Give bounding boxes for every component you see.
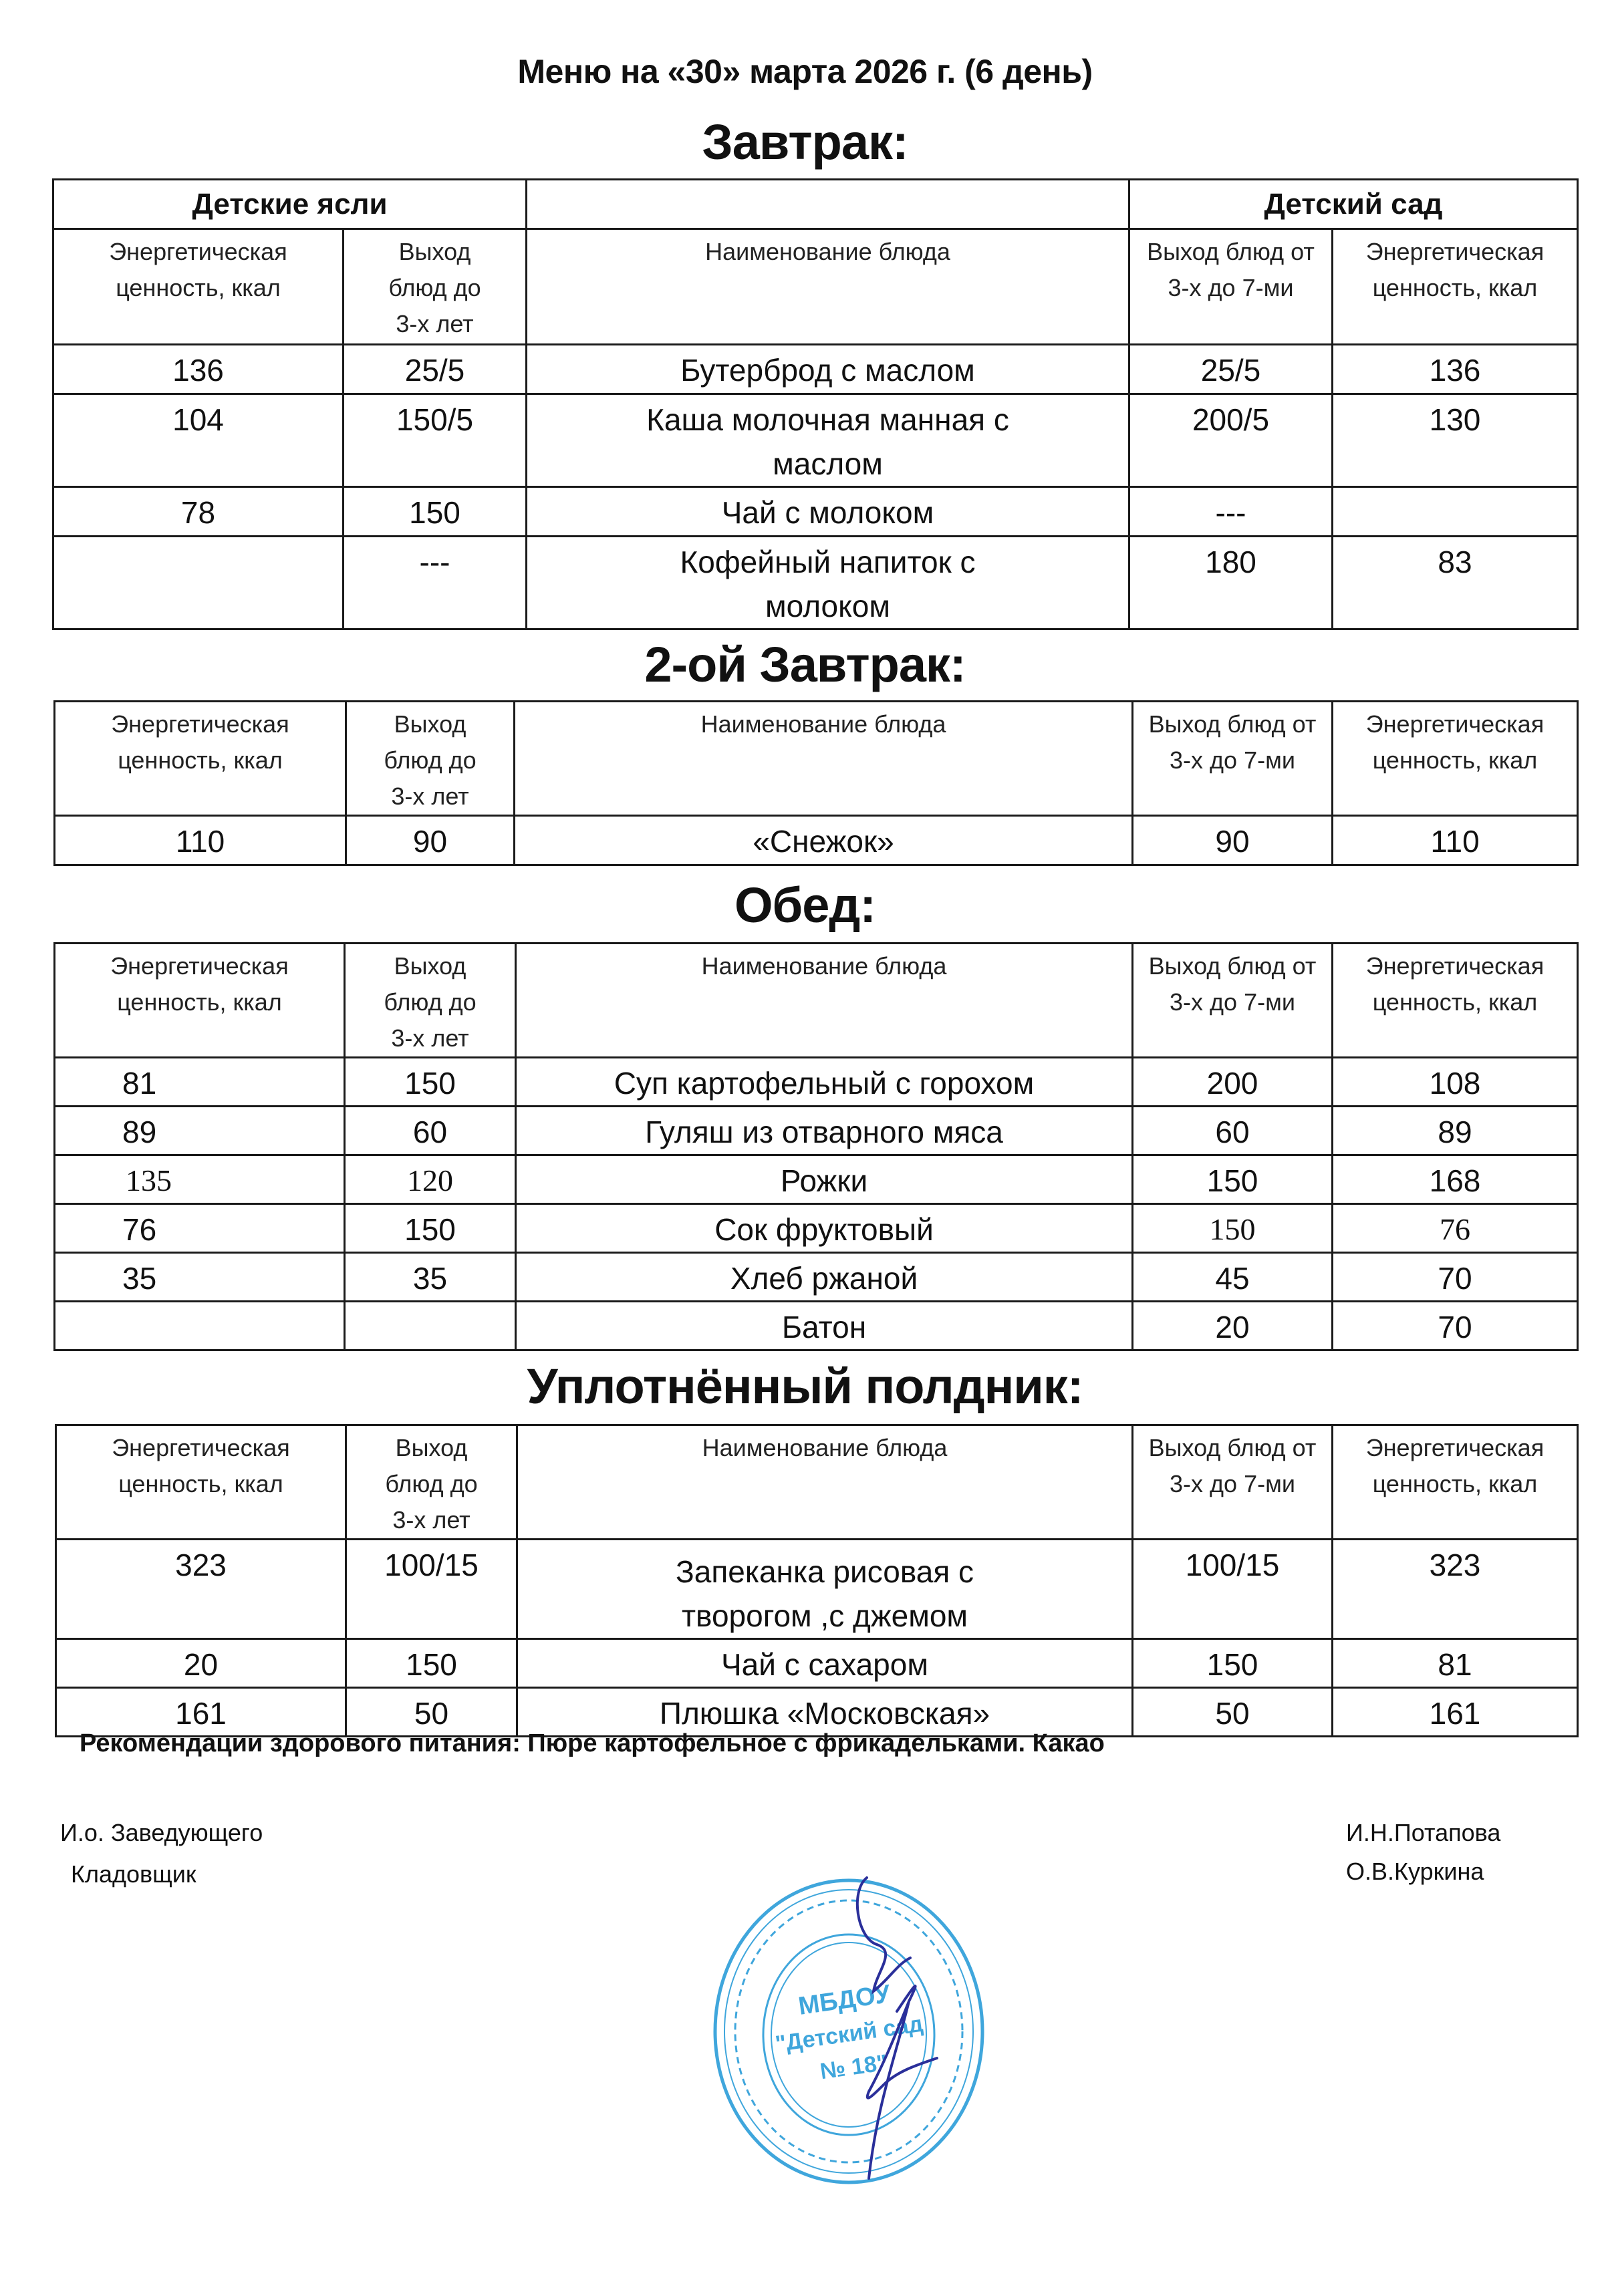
energy-nursery-cell: 161 bbox=[56, 1688, 346, 1737]
column-header-row bbox=[55, 702, 1578, 816]
column-header-row bbox=[55, 944, 1578, 1058]
dish-name-cell: Кофейный напиток с молоком bbox=[527, 537, 1129, 629]
yield-kg-cell: 150 bbox=[1133, 1155, 1333, 1204]
dish-name-cell: Плюшка «Московская» bbox=[517, 1688, 1133, 1737]
energy-nursery-cell: 135 bbox=[55, 1155, 345, 1204]
energy-nursery-cell: 81 bbox=[55, 1058, 345, 1107]
section-title-second-breakfast: 2-ой Завтрак: bbox=[644, 637, 966, 692]
yield-nursery-cell: 35 bbox=[345, 1253, 516, 1302]
dish-name-cell: Рожки bbox=[516, 1155, 1133, 1204]
breakfast-table bbox=[52, 178, 1579, 630]
header-energy-nursery: Энергетическая ценность, ккал bbox=[56, 1425, 346, 1540]
section-title-lunch: Обед: bbox=[734, 877, 876, 933]
second-breakfast-table bbox=[53, 700, 1579, 866]
energy-nursery-cell: 78 bbox=[53, 487, 344, 537]
dish-name-cell: Сок фруктовый bbox=[516, 1204, 1133, 1253]
section-title-breakfast: Завтрак: bbox=[702, 114, 908, 170]
yield-nursery-cell: 150/5 bbox=[344, 394, 527, 487]
energy-nursery-cell: 104 bbox=[53, 394, 344, 487]
header-yield-nursery: Выход блюд до 3-х лет bbox=[345, 944, 516, 1058]
stamp-seal-icon bbox=[696, 1864, 1001, 2198]
energy-nursery-cell: 136 bbox=[53, 345, 344, 394]
table-row bbox=[55, 1107, 1578, 1155]
yield-kg-cell: 200/5 bbox=[1129, 394, 1333, 487]
energy-nursery-cell: 323 bbox=[56, 1540, 346, 1639]
energy-nursery-cell: 20 bbox=[56, 1639, 346, 1688]
dish-name-cell: Суп картофельный с горохом bbox=[516, 1058, 1133, 1107]
energy-kg-cell: 110 bbox=[1333, 816, 1578, 865]
energy-kg-cell: 130 bbox=[1333, 394, 1578, 487]
afternoon-snack-table bbox=[55, 1424, 1579, 1737]
column-header-row bbox=[56, 1425, 1578, 1540]
yield-kg-cell: 25/5 bbox=[1129, 345, 1333, 394]
stamp-line-1: МБДОУ bbox=[797, 1980, 892, 2021]
table-row bbox=[53, 487, 1578, 537]
healthy-eating-recommendation: Рекомендации здорового питания: Пюре картофельное с фрикадельками. Какао bbox=[80, 1729, 1105, 1757]
energy-nursery-cell bbox=[55, 1302, 345, 1350]
group-nursery-header: Детские ясли bbox=[53, 180, 527, 229]
yield-kg-cell: --- bbox=[1129, 487, 1333, 537]
dish-name-cell: Батон bbox=[516, 1302, 1133, 1350]
table-row bbox=[55, 1155, 1578, 1204]
energy-kg-cell: 89 bbox=[1333, 1107, 1578, 1155]
header-energy-nursery: Энергетическая ценность, ккал bbox=[55, 944, 345, 1058]
header-yield-kg: Выход блюд от 3-х до 7-ми bbox=[1133, 702, 1333, 816]
energy-kg-cell: 323 bbox=[1333, 1540, 1578, 1639]
dish-name-cell: Хлеб ржаной bbox=[516, 1253, 1133, 1302]
yield-kg-cell: 100/15 bbox=[1133, 1540, 1333, 1639]
table-row bbox=[56, 1639, 1578, 1688]
table-row bbox=[55, 1302, 1578, 1350]
yield-kg-cell: 90 bbox=[1133, 816, 1333, 865]
energy-nursery-cell bbox=[53, 537, 344, 629]
table-row bbox=[55, 1253, 1578, 1302]
energy-kg-cell: 70 bbox=[1333, 1302, 1578, 1350]
header-dish-name: Наименование блюда bbox=[527, 229, 1129, 345]
table-row bbox=[53, 345, 1578, 394]
column-header-row bbox=[53, 229, 1578, 345]
signature-name-potapova: И.Н.Потапова bbox=[1346, 1819, 1501, 1846]
yield-kg-cell: 45 bbox=[1133, 1253, 1333, 1302]
table-row bbox=[56, 1540, 1578, 1639]
yield-kg-cell: 50 bbox=[1133, 1688, 1333, 1737]
yield-nursery-cell: 150 bbox=[345, 1058, 516, 1107]
header-dish-name: Наименование блюда bbox=[517, 1425, 1133, 1540]
energy-kg-cell: 81 bbox=[1333, 1639, 1578, 1688]
dish-name-cell: Чай с молоком bbox=[527, 487, 1129, 537]
table-row bbox=[53, 537, 1578, 629]
yield-nursery-cell: 50 bbox=[346, 1688, 517, 1737]
yield-nursery-cell: 150 bbox=[346, 1639, 517, 1688]
dish-name-cell: «Снежок» bbox=[515, 816, 1133, 865]
header-energy-kg: Энергетическая ценность, ккал bbox=[1333, 229, 1578, 345]
group-header-row bbox=[53, 180, 1578, 229]
yield-kg-cell: 150 bbox=[1133, 1639, 1333, 1688]
energy-kg-cell bbox=[1333, 487, 1578, 537]
header-energy-kg: Энергетическая ценность, ккал bbox=[1333, 702, 1578, 816]
energy-kg-cell: 70 bbox=[1333, 1253, 1578, 1302]
signature-name-kurkina: О.В.Куркина bbox=[1346, 1858, 1484, 1885]
energy-kg-cell: 161 bbox=[1333, 1688, 1578, 1737]
yield-nursery-cell: --- bbox=[344, 537, 527, 629]
section-title-afternoon-snack: Уплотнённый полдник: bbox=[527, 1358, 1083, 1414]
header-yield-nursery: Выход блюд до 3-х лет bbox=[346, 702, 515, 816]
header-dish-name: Наименование блюда bbox=[515, 702, 1133, 816]
group-blank-cell bbox=[527, 180, 1129, 229]
yield-nursery-cell: 100/15 bbox=[346, 1540, 517, 1639]
header-yield-nursery: Выход блюд до 3-х лет bbox=[344, 229, 527, 345]
group-kindergarten-header: Детский сад bbox=[1129, 180, 1578, 229]
table-row bbox=[55, 816, 1578, 865]
energy-kg-cell: 136 bbox=[1333, 345, 1578, 394]
official-stamp bbox=[696, 1864, 1001, 2198]
yield-kg-cell: 180 bbox=[1129, 537, 1333, 629]
energy-kg-cell: 168 bbox=[1333, 1155, 1578, 1204]
energy-nursery-cell: 89 bbox=[55, 1107, 345, 1155]
energy-nursery-cell: 35 bbox=[55, 1253, 345, 1302]
header-energy-kg: Энергетическая ценность, ккал bbox=[1333, 1425, 1578, 1540]
energy-nursery-cell: 76 bbox=[55, 1204, 345, 1253]
yield-nursery-cell: 150 bbox=[344, 487, 527, 537]
lunch-table bbox=[53, 942, 1579, 1351]
dish-name-cell: Бутерброд с маслом bbox=[527, 345, 1129, 394]
table-row bbox=[55, 1058, 1578, 1107]
yield-nursery-cell bbox=[345, 1302, 516, 1350]
stamp-line-2: "Детский сад bbox=[773, 2011, 925, 2057]
dish-name-cell: Каша молочная манная с маслом bbox=[527, 394, 1129, 487]
yield-nursery-cell: 120 bbox=[345, 1155, 516, 1204]
energy-kg-cell: 83 bbox=[1333, 537, 1578, 629]
header-energy-nursery: Энергетическая ценность, ккал bbox=[55, 702, 346, 816]
yield-kg-cell: 60 bbox=[1133, 1107, 1333, 1155]
yield-kg-cell: 200 bbox=[1133, 1058, 1333, 1107]
yield-kg-cell: 20 bbox=[1133, 1302, 1333, 1350]
document-title: Меню на «30» марта 2026 г. (6 день) bbox=[517, 53, 1093, 90]
dish-name-cell: Запеканка рисовая с творогом ,с джемом bbox=[517, 1540, 1133, 1639]
yield-kg-cell: 150 bbox=[1133, 1204, 1333, 1253]
table-row bbox=[53, 394, 1578, 487]
dish-name-cell: Чай с сахаром bbox=[517, 1639, 1133, 1688]
yield-nursery-cell: 25/5 bbox=[344, 345, 527, 394]
yield-nursery-cell: 90 bbox=[346, 816, 515, 865]
yield-nursery-cell: 60 bbox=[345, 1107, 516, 1155]
header-yield-kg: Выход блюд от 3-х до 7-ми bbox=[1129, 229, 1333, 345]
stamp-line-3: № 18" bbox=[818, 2049, 890, 2085]
energy-kg-cell: 108 bbox=[1333, 1058, 1578, 1107]
header-yield-nursery: Выход блюд до 3-х лет bbox=[346, 1425, 517, 1540]
header-energy-nursery: Энергетическая ценность, ккал bbox=[53, 229, 344, 345]
header-yield-kg: Выход блюд от 3-х до 7-ми bbox=[1133, 944, 1333, 1058]
energy-kg-cell: 76 bbox=[1333, 1204, 1578, 1253]
header-energy-kg: Энергетическая ценность, ккал bbox=[1333, 944, 1578, 1058]
table-row bbox=[55, 1204, 1578, 1253]
dish-name-cell: Гуляш из отварного мяса bbox=[516, 1107, 1133, 1155]
header-yield-kg: Выход блюд от 3-х до 7-ми bbox=[1133, 1425, 1333, 1540]
energy-nursery-cell: 110 bbox=[55, 816, 346, 865]
header-dish-name: Наименование блюда bbox=[516, 944, 1133, 1058]
signature-role-acting-head: И.о. Заведующего bbox=[60, 1819, 263, 1846]
signature-role-storekeeper: Кладовщик bbox=[71, 1860, 196, 1888]
yield-nursery-cell: 150 bbox=[345, 1204, 516, 1253]
